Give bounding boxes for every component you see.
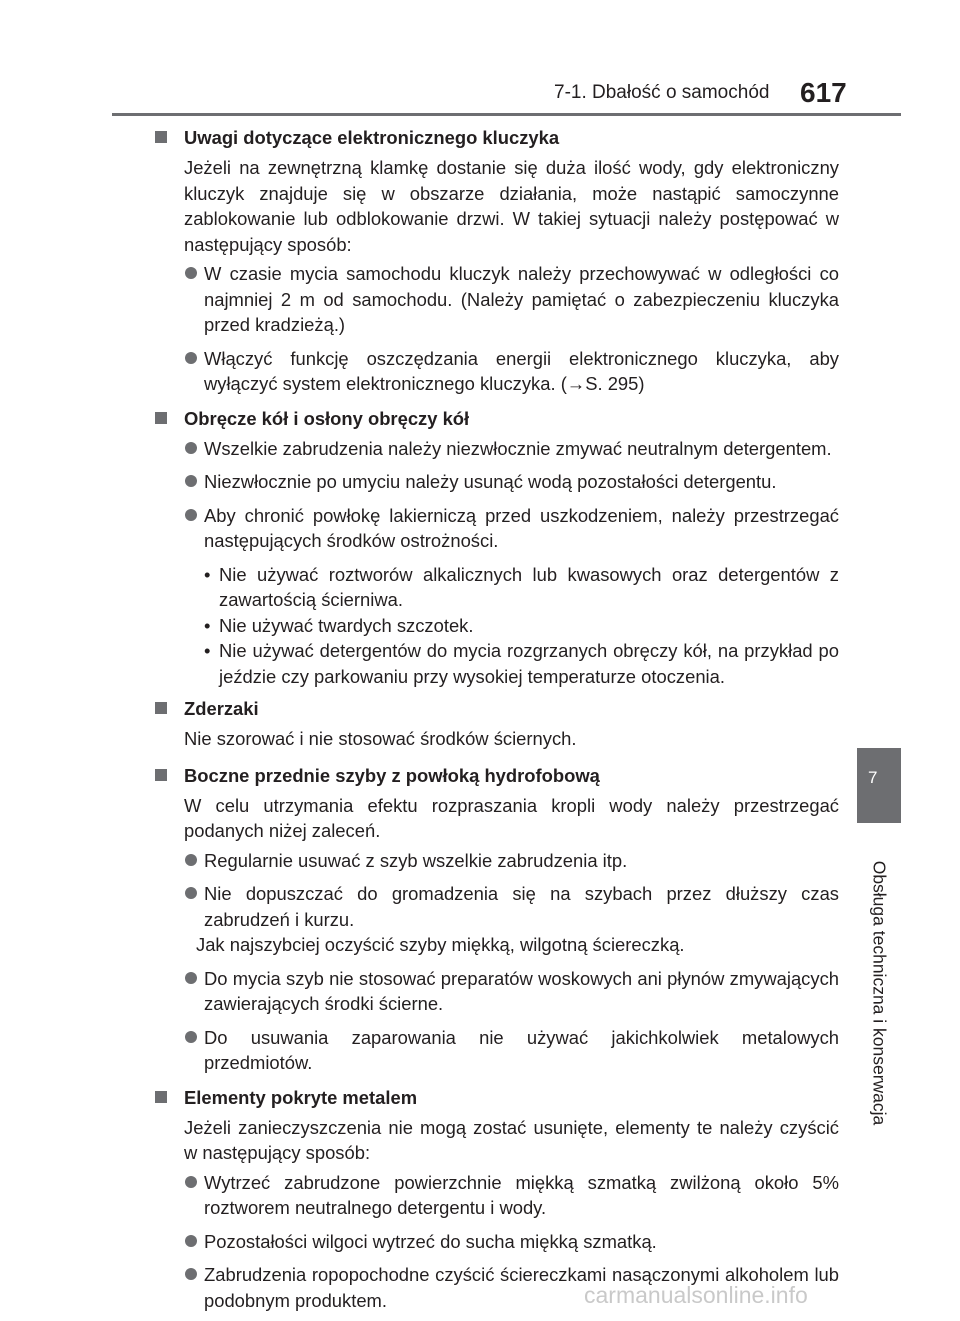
round-bullet-icon xyxy=(185,1176,197,1188)
round-bullet-icon xyxy=(185,1031,197,1043)
section-intro: Jeżeli zanieczyszczenia nie mogą zostać usunięte, elementy te należy czyścić w następujący sposób: xyxy=(184,1116,839,1163)
round-bullet-icon xyxy=(185,972,197,984)
list-item: Zabrudzenia ropopochodne czyścić ściereczkami nasączonymi alkoholem lub podobnym produktem. xyxy=(184,1262,839,1313)
section-wheel-rims xyxy=(153,405,839,696)
section-hydrophobic-windows xyxy=(153,762,839,1076)
page-content xyxy=(153,124,839,1321)
round-bullet-icon xyxy=(185,1235,197,1247)
page-number: 617 xyxy=(800,77,847,108)
round-bullet-icon xyxy=(185,475,197,487)
sub-list-item: • Nie używać detergentów do mycia rozgrzanych obręczy kół, na przykład po jeździe czy parkowaniu przy wysokiej temperaturze otoczenia. xyxy=(204,640,839,687)
list-item: Niezwłocznie po umyciu należy usunąć wodą pozostałości detergentu. xyxy=(184,469,839,495)
section-intro: Jeżeli na zewnętrzną klamkę dostanie się duża ilość wody, gdy elektroniczny kluczyk znajduje się w obszarze działania, może nastąpić samoczynne zablokowanie lub odblokowanie drzwi. W takiej sytuacji należy postępować w następujący sposób: xyxy=(184,157,839,255)
section-title: Zderzaki xyxy=(184,698,259,719)
list-item: Do usuwania zaparowania nie używać jakichkolwiek metalowych przedmiotów. xyxy=(184,1025,839,1076)
list-item: Regularnie usuwać z szyb wszelkie zabrudzenia itp. xyxy=(184,848,839,874)
round-bullet-icon xyxy=(185,887,197,899)
section-electronic-key xyxy=(153,124,839,397)
chapter-tab xyxy=(857,748,901,823)
square-bullet-icon xyxy=(155,769,167,781)
list-item: Włączyć funkcję oszczędzania energii elektronicznego kluczyka, aby wyłączyć system elektronicznego kluczyka. (→S. 295) xyxy=(184,346,839,397)
round-bullet-icon xyxy=(185,352,197,364)
square-bullet-icon xyxy=(155,1091,167,1103)
chapter-title: Obsługa techniczna i konserwacja xyxy=(869,860,890,1126)
sub-list-item: • Nie używać roztworów alkalicznych lub kwasowych oraz detergentów z zawartością ścierniwa. xyxy=(204,563,839,610)
list-item: Aby chronić powłokę lakierniczą przed uszkodzeniem, należy przestrzegać następujących środków ostrożności. xyxy=(184,503,839,554)
watermark: carmanualsonline.info xyxy=(584,1282,808,1308)
round-bullet-icon xyxy=(185,442,197,454)
header-divider xyxy=(112,113,901,116)
section-title: Obręcze kół i osłony obręczy kół xyxy=(184,407,470,429)
section-bumpers xyxy=(153,695,839,762)
sub-list-item: • Nie używać twardych szczotek. xyxy=(204,614,474,636)
list-item: Wszelkie zabrudzenia należy niezwłocznie zmywać neutralnym detergentem. xyxy=(184,436,839,462)
section-title: Uwagi dotyczące elektronicznego kluczyka xyxy=(184,127,560,148)
round-bullet-icon xyxy=(185,509,197,521)
list-item: W czasie mycia samochodu kluczyk należy przechowywać w odległości co najmniej 2 m od samochodu. (Należy pamiętać o zabezpieczeniu kluczyka przed kradzieżą.) xyxy=(184,261,839,338)
square-bullet-icon xyxy=(155,412,167,424)
round-bullet-icon xyxy=(185,1268,197,1280)
section-metal-elements xyxy=(153,1084,839,1314)
square-bullet-icon xyxy=(155,702,167,714)
list-item: Do mycia szyb nie stosować preparatów woskowych ani płynów zmywających zawierających środki ścierne. xyxy=(184,966,839,1017)
square-bullet-icon xyxy=(155,131,167,143)
list-item: Pozostałości wilgoci wytrzeć do sucha miękką szmatką. xyxy=(184,1229,839,1255)
round-bullet-icon xyxy=(185,854,197,866)
section-intro: Nie szorować i nie stosować środków ściernych. xyxy=(184,728,577,749)
list-item: Nie dopuszczać do gromadzenia się na szybach przez dłuższy czas zabrudzeń i kurzu. Jak najszybciej oczyścić szyby miękką, wilgotną ściereczką. xyxy=(184,881,839,958)
list-item-note: Jak najszybciej oczyścić szyby miękką, wilgotną ściereczką. xyxy=(196,934,685,955)
list-item: Wytrzeć zabrudzone powierzchnie miękką szmatką zwilżoną około 5% roztworem neutralnego detergentu i wody. xyxy=(184,1170,839,1221)
round-bullet-icon xyxy=(185,267,197,279)
header-section-title: 7-1. Dbałość o samochód xyxy=(554,82,770,103)
chapter-number: 7 xyxy=(868,768,878,787)
section-title: Boczne przednie szyby z powłoką hydrofobową xyxy=(184,764,600,786)
section-intro: W celu utrzymania efektu rozpraszania kropli wody należy przestrzegać podanych niżej zaleceń. xyxy=(184,794,839,841)
section-title: Elementy pokryte metalem xyxy=(184,1086,418,1108)
